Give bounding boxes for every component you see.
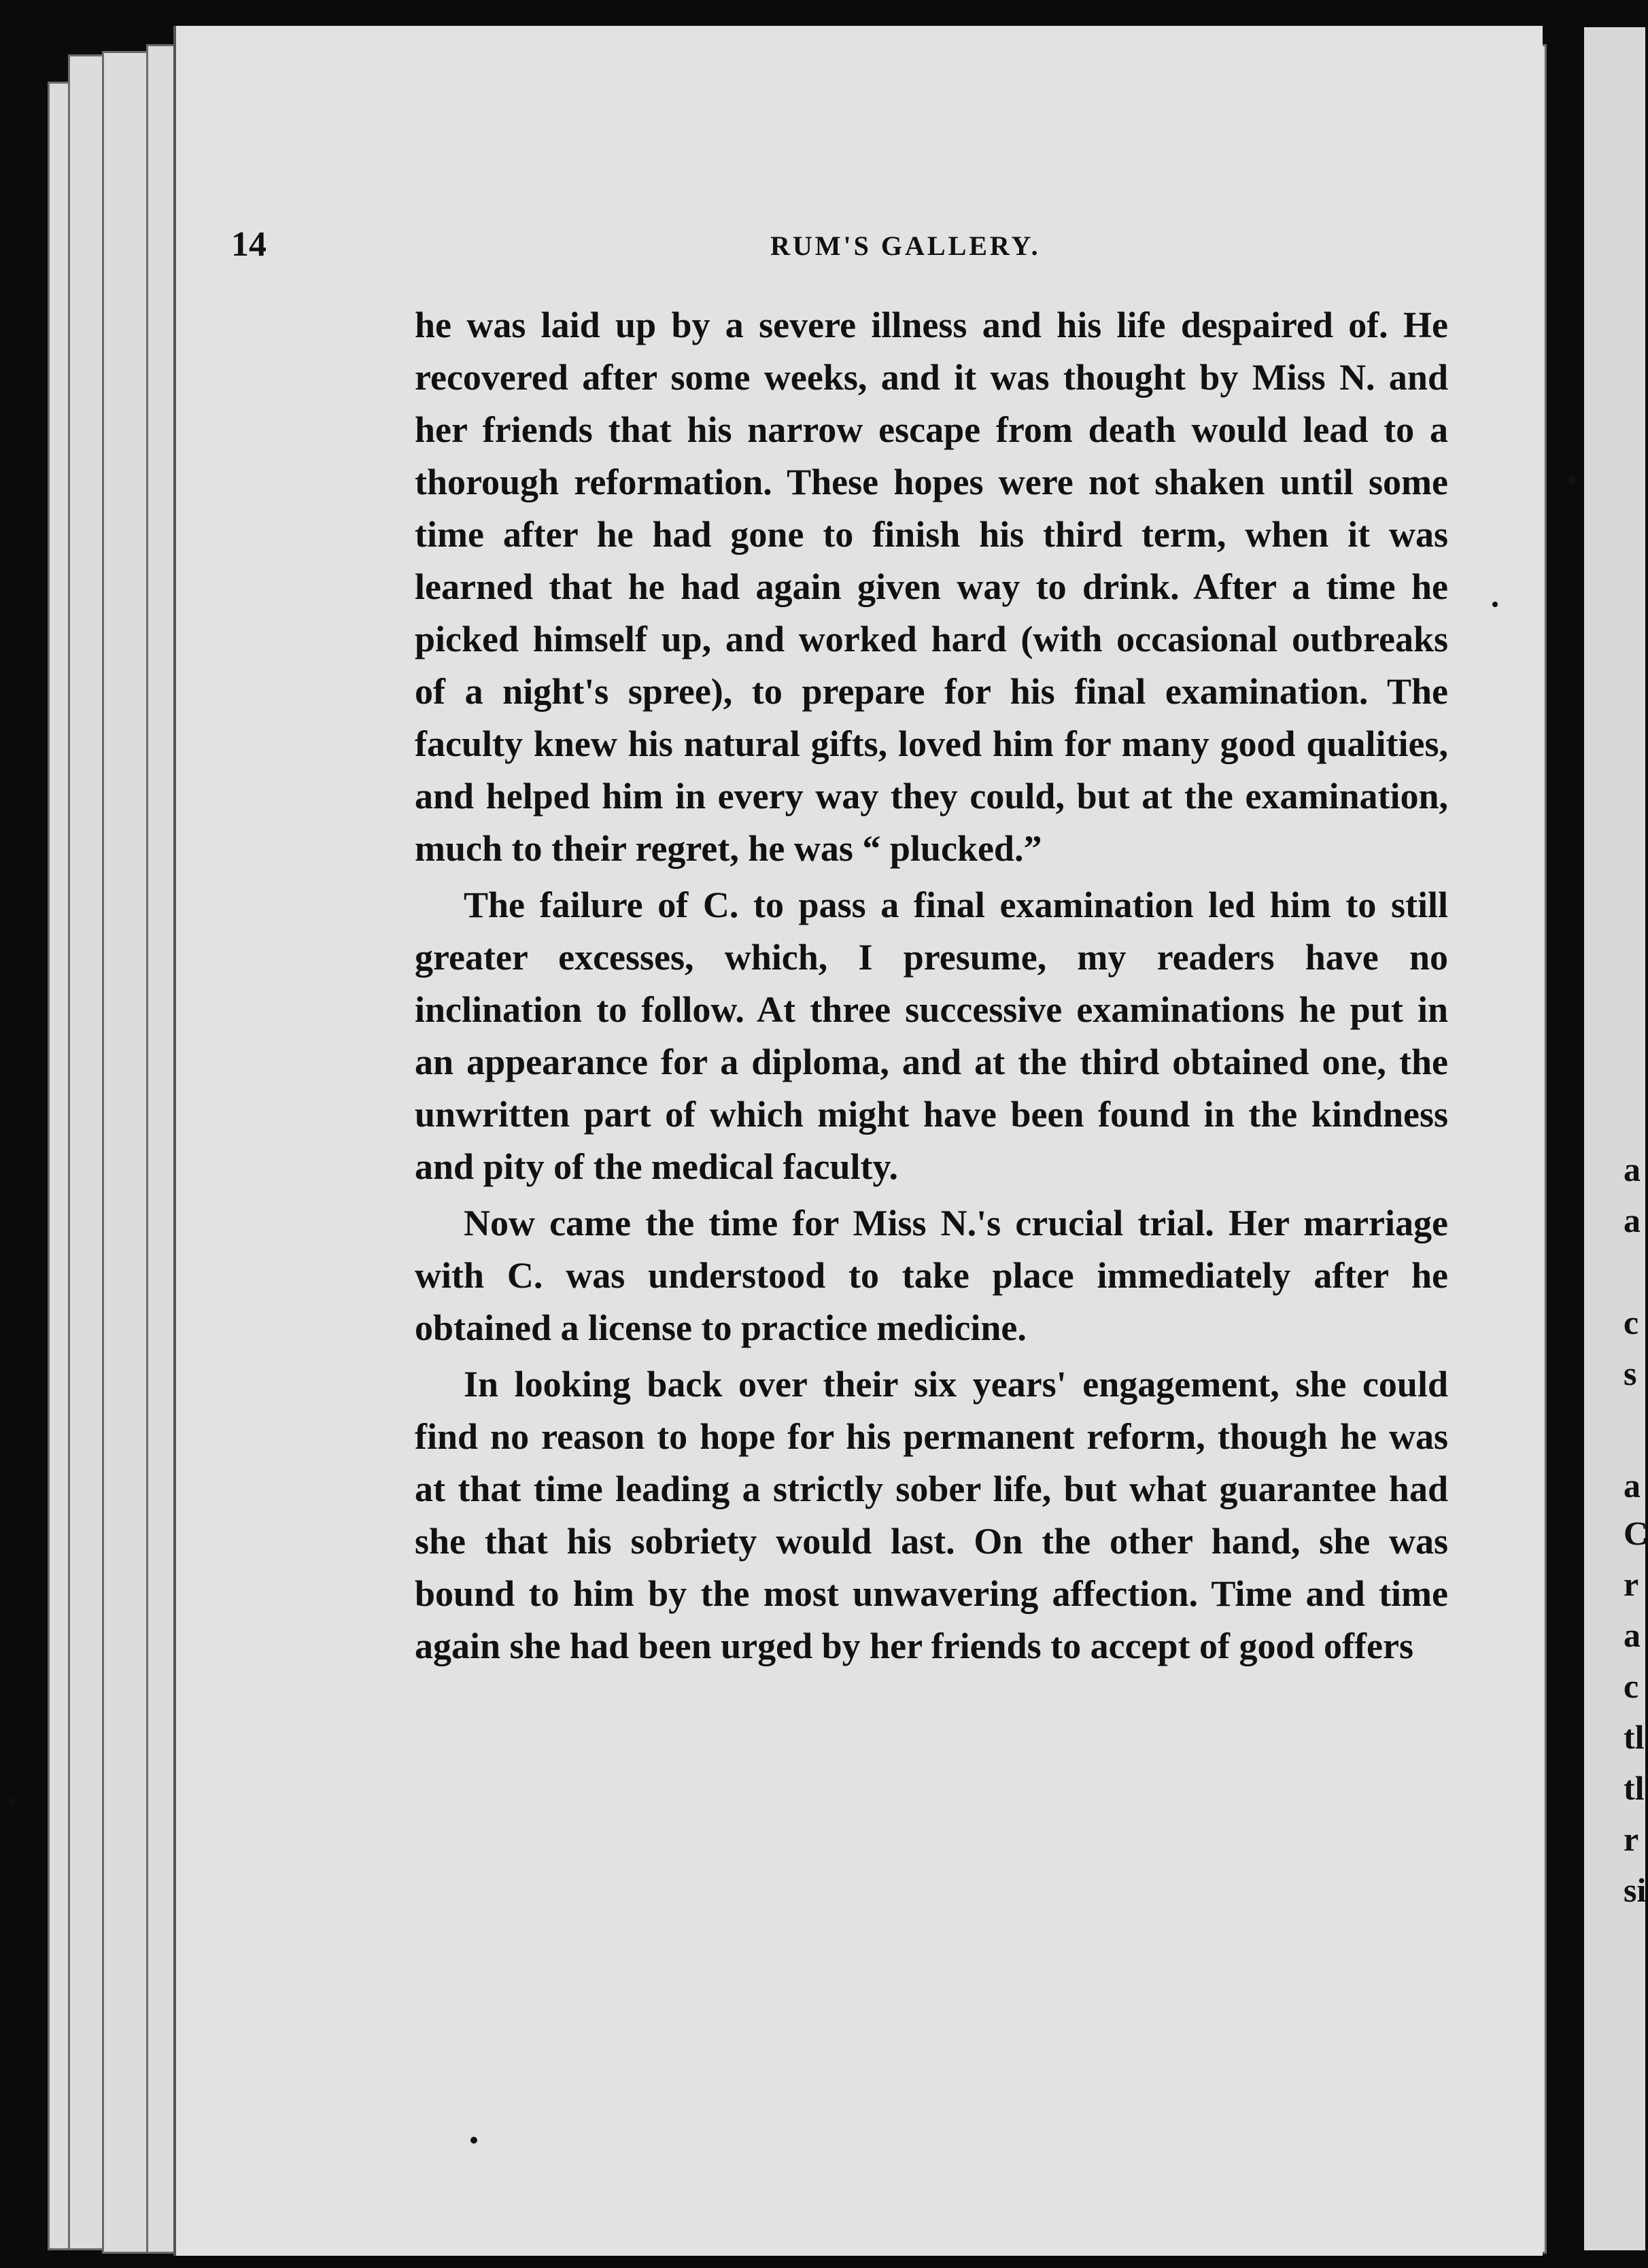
facing-page-fragment: a xyxy=(1624,1150,1641,1188)
facing-page-fragment: a xyxy=(1624,1466,1641,1505)
page-number: 14 xyxy=(231,225,267,264)
scan-speck xyxy=(8,1798,15,1804)
facing-page-fragment: a xyxy=(1624,1201,1641,1239)
facing-page-fragment: c xyxy=(1624,1667,1639,1705)
paragraph: Now came the time for Miss N.'s crucial trial. Her marriage with C. was understood to take place immediately after he obtained a license to practice medicine. xyxy=(415,1203,1448,1348)
scan-speck xyxy=(1567,476,1575,484)
facing-page-fragment: si xyxy=(1624,1871,1647,1909)
running-title: RUM'S GALLERY. xyxy=(770,230,1041,261)
facing-page-fragment: c xyxy=(1624,1303,1639,1341)
facing-page-fragment: tl xyxy=(1624,1718,1645,1756)
facing-page-fragment: tl xyxy=(1624,1769,1645,1807)
scan-speck xyxy=(1492,602,1498,607)
facing-page-edge xyxy=(1584,27,1645,2250)
paragraph: The failure of C. to pass a final examination led him to still greater excesses, which, I presume, my readers have no inclination to follow. At three successive examinations he put in an appearance for a diploma, and at the third obtained one, the unwritten part of which might have been found in the kindness and pity of the medical faculty. xyxy=(415,884,1448,1187)
facing-page-fragment: r xyxy=(1624,1565,1639,1603)
facing-page-fragment: C xyxy=(1624,1514,1648,1552)
facing-page-fragment: a xyxy=(1624,1616,1641,1654)
paragraph: In looking back over their six years' engagement, she could find no reason to hope for his permanent reform, though he was at that time leading a strictly sober life, but what guarantee had she that his sobriety would last. On the other hand, she was bound to him by the most unwavering affection. Time and time again she had been urged by her friends to accept of good offers xyxy=(415,1364,1448,1666)
paragraph: he was laid up by a severe illness and his life despaired of. He recovered after some weeks, and it was thought by Miss N. and her friends that his narrow escape from death would lead to a thorough reformation. These hopes were not shaken until some time after he had gone to finish his third term, when it was learned that he had again given way to drink. After a time he picked himself up, and worked hard (with occasional outbreaks of a night's spree), to prepare for his final examination. The faculty knew his natural gifts, loved him for many good qualities, and helped him in every way they could, but at the examination, much to their regret, he was “ plucked.” xyxy=(415,305,1448,869)
facing-page-fragment: s xyxy=(1624,1354,1637,1392)
facing-page-fragment: r xyxy=(1624,1820,1639,1858)
scan-speck xyxy=(470,2137,477,2144)
body-text xyxy=(415,299,1448,1672)
